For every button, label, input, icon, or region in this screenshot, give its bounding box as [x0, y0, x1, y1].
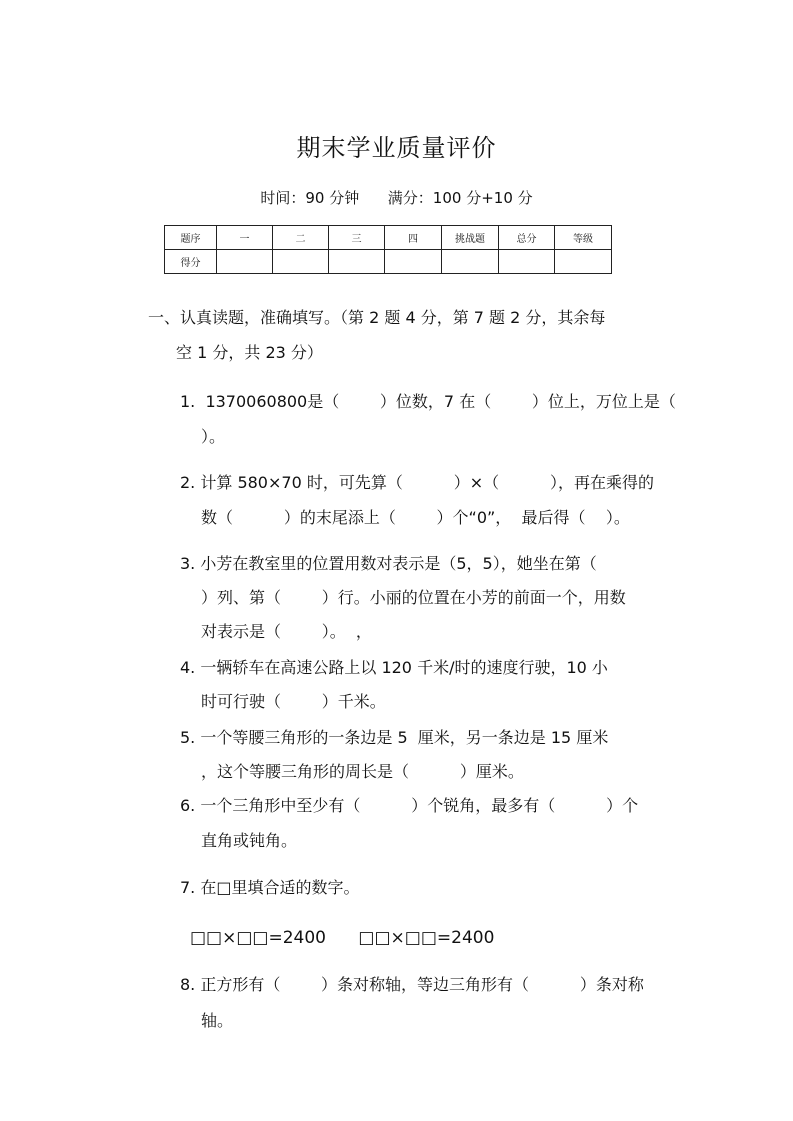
- header-cell: 挑战题: [442, 226, 499, 250]
- score-cell[interactable]: [499, 250, 555, 274]
- row-label-cell: 得分: [165, 250, 217, 274]
- header-cell: 等级: [555, 226, 612, 250]
- section-heading-cont: 空 1 分，共 23 分）: [176, 343, 323, 362]
- question-1-cont: ）。: [201, 427, 226, 446]
- question-1: 1. 1370060800是（ ）位数，7 在（ ）位上，万位上是（: [180, 392, 676, 411]
- score-cell[interactable]: [273, 250, 329, 274]
- score-table: [164, 225, 612, 274]
- question-3-cont2: 对表示是（ ）。 ，: [201, 622, 372, 641]
- header-cell: 一: [217, 226, 273, 250]
- exam-info: 时间：90 分钟 满分：100 分+10 分: [260, 189, 533, 207]
- question-4: 4. 一辆轿车在高速公路上以 120 千米/时的速度行驶，10 小: [180, 658, 608, 677]
- question-2: 2. 计算 580×70 时，可先算（ ）×（ ），再在乘得的: [180, 473, 654, 492]
- question-2-cont: 数（ ）的末尾添上（ ）个“0”， 最后得（ ）。: [201, 508, 630, 527]
- score-cell[interactable]: [442, 250, 499, 274]
- header-cell: 四: [385, 226, 442, 250]
- section-heading: 一、认真读题，准确填写。（第 2 题 4 分，第 7 题 2 分，其余每: [148, 308, 606, 327]
- score-cell[interactable]: [385, 250, 442, 274]
- score-cell[interactable]: [217, 250, 273, 274]
- question-8-cont: 轴。: [201, 1011, 234, 1030]
- score-cell[interactable]: [329, 250, 385, 274]
- header-cell: 三: [329, 226, 385, 250]
- score-table-score-row: [165, 250, 612, 274]
- question-5: 5. 一个等腰三角形的一条边是 5 厘米，另一条边是 15 厘米: [180, 728, 609, 747]
- page-title: 期末学业质量评价: [296, 134, 497, 162]
- question-7: 7. 在□里填合适的数字。: [180, 878, 360, 897]
- header-cell: 题序: [165, 226, 217, 250]
- question-6: 6. 一个三角形中至少有（ ）个锐角，最多有（ ）个: [180, 796, 639, 815]
- question-3: 3. 小芳在教室里的位置用数对表示是（5，5），她坐在第（: [180, 554, 597, 573]
- header-cell: 总分: [499, 226, 555, 250]
- question-7-boxes: □□×□□=2400 □□×□□=2400: [190, 928, 495, 948]
- question-4-cont: 时可行驶（ ）千米。: [201, 692, 386, 711]
- question-3-cont: ）列、第（ ）行。小丽的位置在小芳的前面一个，用数: [201, 588, 626, 607]
- score-cell[interactable]: [555, 250, 612, 274]
- question-6-cont: 直角或钝角。: [201, 831, 298, 850]
- question-8: 8. 正方形有（ ）条对称轴，等边三角形有（ ）条对称: [180, 975, 644, 994]
- score-table-header-row: [165, 226, 612, 250]
- header-cell: 二: [273, 226, 329, 250]
- question-5-cont: ，这个等腰三角形的周长是（ ）厘米。: [201, 762, 524, 781]
